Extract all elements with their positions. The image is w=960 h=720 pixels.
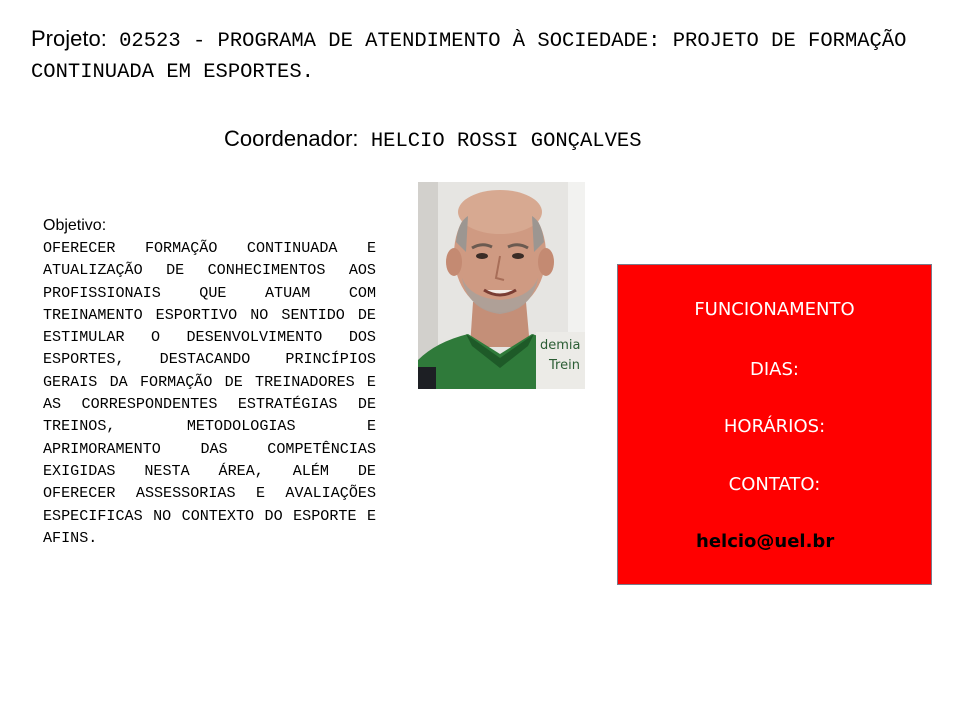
coordinator-heading <box>224 124 824 157</box>
coordinator-label: Coordenador: <box>224 126 359 151</box>
project-heading <box>31 24 921 87</box>
shirt-text-line-1: demia <box>540 338 581 353</box>
info-box <box>617 264 932 585</box>
objective-label: Objetivo: <box>43 217 107 234</box>
objective-text: OFERECER FORMAÇÃO CONTINUADA E ATUALIZAÇÃO DE CONHECIMENTOS AOS PROFISSIONAIS QUE ATUAM COM TREINAMENTO ESPORTIVO NO SENTIDO DE ESTIMULAR O DESENVOLVIMENTO DOS ESPORTES, DESTACANDO PRINCÍPIOS GERAIS DA FORMAÇÃO DE TREINADORES E AS CORRESPONDENTES ESTRATÉGIAS DE TREINOS, METODOLOGIAS E APRIMORAMENTO DAS COMPETÊNCIAS EXIGIDAS NESTA ÁREA, ALÉM DE OFERECER ASSESSORIAS E AVALIAÇÕES ESPECIFICAS NO CONTEXTO DO ESPORTE E AFINS. <box>43 239 376 547</box>
coordinator-name: HELCIO ROSSI GONÇALVES <box>358 130 642 153</box>
info-heading: FUNCIONAMENTO <box>694 299 855 320</box>
shirt-text-line-2: Trein <box>549 358 580 373</box>
contact-email-link[interactable]: helcio@uel.br <box>696 531 835 552</box>
project-label: Projeto: <box>31 26 107 51</box>
contact-label: CONTATO: <box>728 474 821 495</box>
objective-section <box>43 215 376 549</box>
days-label: DIAS: <box>750 359 799 380</box>
hours-label: HORÁRIOS: <box>723 416 826 437</box>
coordinator-photo <box>418 182 585 389</box>
project-title: 02523 - PROGRAMA DE ATENDIMENTO À SOCIEDADE: PROJETO DE FORMAÇÃO CONTINUADA EM ESPORTES. <box>31 30 907 84</box>
